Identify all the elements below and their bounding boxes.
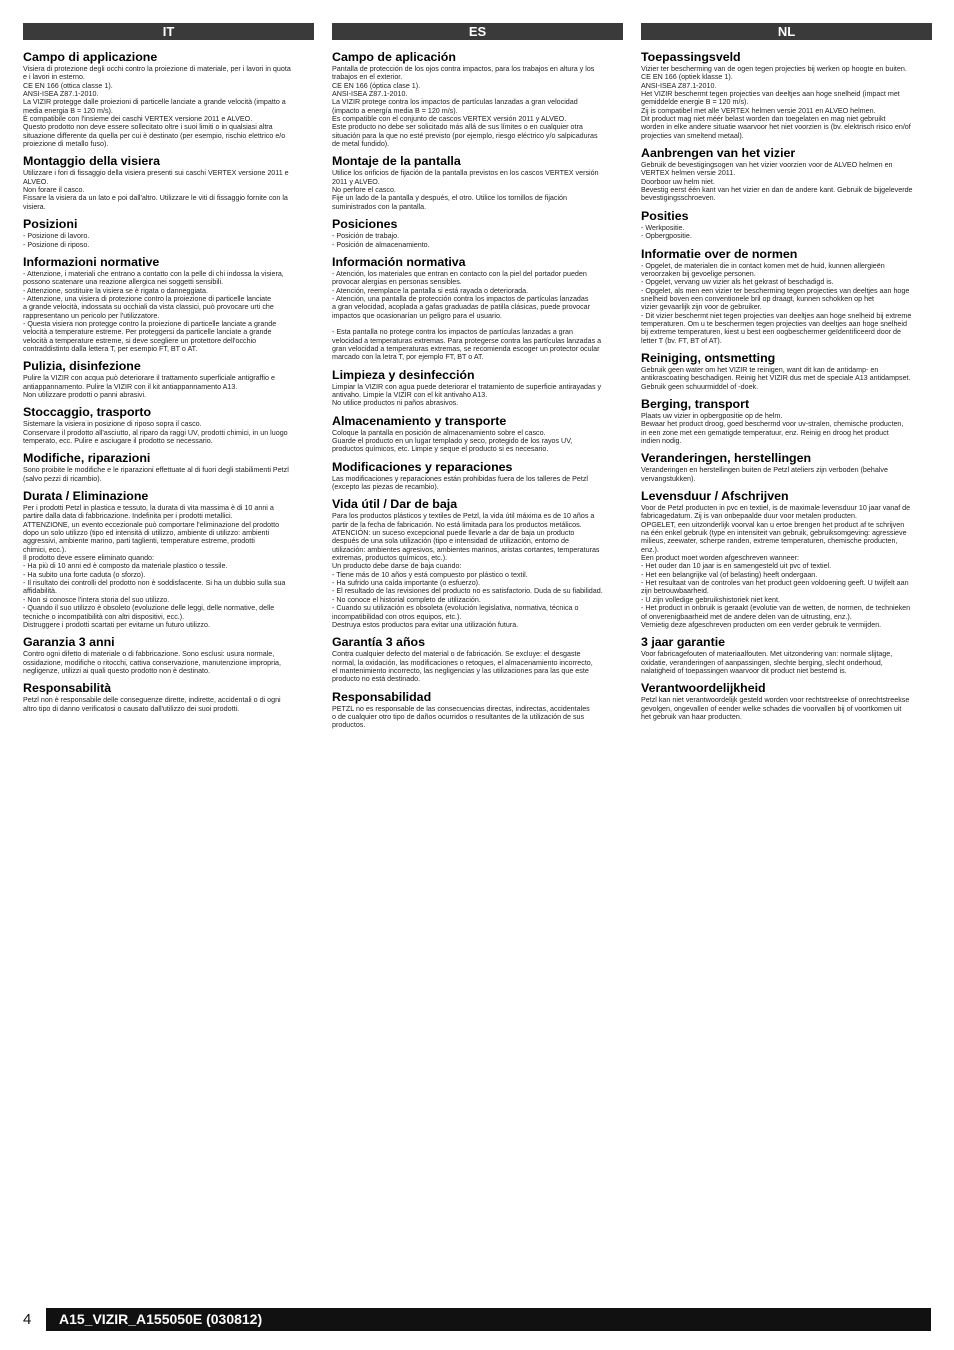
section-heading: Aanbrengen van het vizier (641, 146, 796, 161)
section-body: Sistemare la visiera in posizione di riposo sopra il casco. Conservare il prodotto all'asciutto, al riparo da raggi UV, prodotti chimici, in un luogo temperato, ecc. Pulire e asciugare il prodotto se necessario. (23, 420, 288, 445)
section-body: - Werkpositie. - Opbergpositie. (641, 223, 692, 241)
columns (23, 23, 931, 736)
section-body: Coloque la pantalla en posición de almacenamiento sobre el casco. Guarde el producto en un lugar templado y seco, protegido de los rayos UV, productos químicos, etc. Limpie y seque el producto si es necesario. (332, 428, 573, 454)
section (332, 635, 623, 683)
section-heading: Campo de aplicación (332, 50, 456, 64)
section (23, 217, 314, 249)
section (332, 50, 623, 148)
section-heading: Montaje de la pantalla (332, 154, 461, 169)
section-body: Utilice los orificios de fijación de la pantalla previstos en los cascos VERTEX versión 2011 y ALVEO. No perfore el casco. Fije un lado de la pantalla y después, el otro. Utilice los tornillos de fijación suministrados con la pantalla. (332, 169, 599, 211)
section-body: Petzl kan niet verantwoordelijk gesteld worden voor rechtstreekse of onrechtstreekse gevolgen, ongevallen of eender welke schades die voorvallen bij of voortkomen uit het gebruik van haar producten. (641, 696, 910, 721)
section-body: Pantalla de protección de los ojos contra impactos, para los trabajos en altura y los trabajos en el exterior. CE EN 166 (óptica clase 1). ANSI-ISEA Z87.1-2010. La VIZIR protege contra los impactos de partículas lanzadas a gran velocidad (impacto a energía media B = 120 m/s). Es compatible con el conjunto de cascos VERTEX versión 2011 y ALVEO. Este producto no debe ser solicitado más allá de sus límites o en cualquier otra situación para la que no esté previsto (por ejemplo, riesgo eléctrico y/o salpicaduras de metal fundido). (332, 65, 598, 149)
section-body: Voor fabricagefouten of materiaalfouten. Met uitzondering van: normale slijtage, oxidatie, veranderingen of aanpassingen, slechte berging, slecht onderhoud, nalatigheid of toepassingen waarvoor dit product niet bestemd is. (641, 650, 893, 675)
language-header: ES (332, 23, 623, 40)
section-heading: Garantía 3 años (332, 635, 425, 650)
section (23, 154, 314, 211)
section-heading: Garanzia 3 anni (23, 635, 115, 650)
section-heading: Veranderingen, herstellingen (641, 451, 812, 466)
section-body: Voor de Petzl producten in pvc en textiel, is de maximale levensduur 10 jaar vanaf de fabricagedatum. Zij is van onbepaalde duur voor metalen producten. OPGELET, een uitzonderlijk voorval kan u ertoe brengen het product af te schrijven na één enkel gebruik (type en intensiteit van gebruik, gebruiksomgeving: agressieve milieus, zeewater, scherpe randen, extreme temperaturen, chemische producten, enz.). Een product moet worden afgeschreven wanneer: - Het ouder dan 10 jaar is en samengesteld uit pvc of textiel. - Het een belangrijke val (of belasting) heeft ondergaan. - Het resultaat van de controles van het product geen voldoening geeft. U twijfelt aan zijn betrouwbaarheid. - U zijn volledige gebruikshistoriek niet kent. - Het product in onbruik is geraakt (evolutie van de wetten, de normen, de technieken of onverenigbaarheid met de andere delen van de uitrusting, enz.). Vernietig deze afgeschreven producten om een verder gebruik te vermijden. (641, 504, 911, 629)
section (332, 460, 623, 492)
section (23, 635, 314, 675)
section-body: - Opgelet, de materialen die in contact komen met de huid, kunnen allergieën veroorzaken bij gevoelige personen. - Opgelet, vervang uw vizier als het gekrast of beschadigd is. - Opgelet, als men een vizier ter bescherming tegen projecties van deeltjes aan hoge snelheid boven een conventionele bril op draagt, kunnen schokken op het vizier gevaarlijk zijn voor de gebruiker. - Dit vizier beschermt niet tegen projecties van deeltjes aan hoge snelheid bij extreme temperaturen. Om u te beschermen tegen projecties van deeltjes aan hoge snelheid bij extreme temperaturen, kiest u best een oogbeschermer geïdentificeerd door de letter T (bv. FT, BT of AT). (641, 261, 912, 345)
section (23, 405, 314, 445)
section-body: Contra cualquier defecto del material o de fabricación. Se excluye: el desgaste normal, la oxidación, las modificaciones o retoques, el almacenamiento incorrecto, el mantenimiento incorrecto, las negligencias y las utilizaciones para las que este producto no está destinado. (332, 650, 593, 684)
section (641, 397, 932, 445)
section-body: PETZL no es responsable de las consecuencias directas, indirectas, accidentales o de cualquier otro tipo de daños ocurridos o resultantes de la utilización de sus productos. (332, 704, 590, 730)
section (23, 489, 314, 629)
section-heading: Responsabilidad (332, 689, 432, 704)
language-header: NL (641, 23, 932, 40)
page-number: 4 (23, 1311, 32, 1328)
section (641, 146, 932, 203)
section (641, 209, 932, 241)
section-heading: Pulizia, disinfezione (23, 359, 141, 374)
section-heading: Montaggio della visiera (23, 154, 161, 169)
section-heading: Modifiche, riparazioni (23, 451, 151, 466)
section (641, 50, 932, 140)
section-body: - Atención, los materiales que entran en contacto con la piel del portador pueden provocar alergias en personas sensibles. - Atención, reemplace la pantalla si está rayada o deteriorada. - Atención, una pantalla de protección contra los impactos de partículas lanzadas a gran velocidad, acoplada a gafas graduadas de patilla clásicas, puede provocar impactos que ocasionarían un peligro para el usuario. - Esta pantalla no protege contra los impactos de partículas lanzadas a gran velocidad a temperaturas extremas. Para protegerse contra las partículas lanzadas a gran velocidad a temperaturas extremas, se recomienda escoger un protector ocular marcado con la letra T, por ejemplo FT, BT o AT. (332, 269, 602, 362)
section (641, 451, 932, 483)
column-nl (641, 23, 932, 736)
section (332, 690, 623, 730)
section (23, 255, 314, 353)
section-body: Gebruik de bevestigingsogen van het vizier voorzien voor de ALVEO helmen en VERTEX helmen versie 2011. Doorboor uw helm niet. Bevestig eerst één kant van het vizier en dan de andere kant. Gebruik de bijgeleverde bevestigingsschroeven. (641, 161, 913, 203)
language-header: IT (23, 23, 314, 40)
section-body: - Posizione di lavoro. - Posizione di riposo. (23, 232, 90, 249)
section-heading: Toepassingsveld (641, 50, 741, 64)
section (332, 497, 623, 629)
section (332, 368, 623, 408)
section-heading: Durata / Eliminazione (23, 489, 149, 504)
section-heading: 3 jaar garantie (641, 635, 726, 650)
section (332, 217, 623, 249)
section-heading: Posities (641, 208, 689, 223)
section-heading: Reiniging, ontsmetting (641, 350, 776, 365)
section (23, 681, 314, 713)
section-heading: Almacenamiento y transporte (332, 413, 507, 428)
column-es (332, 23, 623, 736)
section (332, 414, 623, 454)
section (641, 635, 932, 675)
section-heading: Informatie over de normen (641, 246, 798, 261)
section-heading: Berging, transport (641, 396, 750, 411)
column-it (23, 23, 314, 736)
section (641, 247, 932, 345)
page-footer (23, 1308, 931, 1331)
section-heading: Campo di applicazione (23, 50, 158, 64)
section (641, 489, 932, 629)
section-body: Para los productos plásticos y textiles de Petzl, la vida útil máxima es de 10 años a partir de la fecha de fabricación. No está limitada para los productos metálicos. ATENCIÓN: un suceso excepcional puede llevarle a dar de baja un producto después de una sola utilización (tipo e intensidad de utilización, entorno de utilización: ambientes agresivos, ambientes marinos, aristas cortantes, temperaturas extremas, productos químicos, etc.). Un producto debe darse de baja cuando: - Tiene más de 10 años y está compuesto por plástico o textil. - Ha sufrido una caída importante (o esfuerzo). - El resultado de las revisiones del producto no es satisfactorio. Duda de su fiabilidad. - No conoce el historial completo de utilización. - Cuando su utilización es obsoleta (evolución legislativa, normativa, técnica o incompatibilidad con otros equipos, etc.). Destruya estos productos para evitar una utilización futura. (332, 512, 603, 629)
section-heading: Vida útil / Dar de baja (332, 497, 458, 512)
section-heading: Modificaciones y reparaciones (332, 459, 513, 474)
document-code: A15_VIZIR_A155050E (030812) (46, 1308, 931, 1331)
section-body: - Posición de trabajo. - Posición de almacenamiento. (332, 232, 430, 249)
section-body: Limpiar la VIZIR con agua puede deteriorar el tratamiento de superficie antirayadas y antivaho. Limpie la VIZIR con el kit antivaho A13. No utilice productos ni paños abrasivos. (332, 382, 602, 408)
section-body: - Attenzione, i materiali che entrano a contatto con la pelle di chi indossa la visiera, possono scatenare una reazione allergica nei soggetti sensibili. - Attenzione, sostituire la visiera se è rigata o danneggiata. - Attenzione, una visiera di protezione contro la proiezione di particelle lanciate a grande velocità, indossata su occhiali da vista classici, può provocare urti che rappresentano un pericolo per l'utilizzatore. - Questa visiera non protegge contro la proiezione di particelle lanciate a grande velocità a temperature estreme. Per proteggersi da particelle lanciate a grande velocità a temperature estreme, si deve scegliere un protettore dell'occhio contraddistinto dalla lettera T, per esempio FT, BT o AT. (23, 269, 284, 353)
section-heading: Posiciones (332, 217, 398, 232)
section-body: Veranderingen en herstellingen buiten de Petzl ateliers zijn verboden (behalve vervangstukken). (641, 466, 888, 483)
section (23, 359, 314, 399)
section (641, 681, 932, 721)
section-heading: Verantwoordelijkheid (641, 681, 766, 696)
section-body: Per i prodotti Petzl in plastica e tessuto, la durata di vita massima è di 10 anni a partire dalla data di fabbricazione. Indefinita per i prodotti metallici. ATTENZIONE, un evento eccezionale può comportare l'eliminazione del prodotto dopo un solo utilizzo (tipo ed intensità di utilizzo, ambiente di utilizzo: ambienti aggressivi, ambiente marino, parti taglienti, temperature estreme, prodotti chimici, ecc.). Il prodotto deve essere eliminato quando: - Ha più di 10 anni ed è composto da materiale plastico o tessile. - Ha subito una forte caduta (o sforzo). - Il risultato dei controlli del prodotto non è soddisfacente. Si ha un dubbio sulla sua affidabilità. - Non si conosce l'intera storia del suo utilizzo. - Quando il suo utilizzo è obsoleto (evoluzione delle leggi, delle normative, delle tecniche o incompatibilità con altri dispositivi, ecc.). Distruggere i prodotti scartati per evitarne un futuro utilizzo. (23, 504, 286, 629)
section-body: Gebruik geen water om het VIZIR te reinigen, want dit kan de antidamp- en antikrascoating beschadigen. Reinig het VIZIR dus met de speciale A13 antidampset. Gebruik geen schuurmiddel of -doek. (641, 365, 911, 391)
section (23, 451, 314, 483)
section (641, 351, 932, 391)
section-body: Sono proibite le modifiche e le riparazioni effettuate al di fuori degli stabilimenti Petzl (salvo pezzi di ricambio). (23, 466, 289, 483)
section-heading: Responsabilità (23, 681, 112, 696)
section-heading: Posizioni (23, 217, 78, 232)
section-body: Pulire la VIZIR con acqua può deteriorare il trattamento superficiale antigraffio e antiappannamento. Pulire la VIZIR con il kit antiappannamento A13. Non utilizzare prodotti o panni abrasivi. (23, 374, 275, 399)
section-heading: Información normativa (332, 254, 466, 269)
section (332, 255, 623, 362)
section-body: Petzl non è responsabile delle conseguenze dirette, indirette, accidentali o di ogni altro tipo di danno verificatosi o causato dall'utilizzo dei suoi prodotti. (23, 696, 281, 713)
section-body: Visiera di protezione degli occhi contro la proiezione di materiale, per i lavori in quota e i lavori in esterno. CE EN 166 (ottica classe 1). ANSI-ISEA Z87.1-2010. La VIZIR protegge dalle proiezioni di particelle lanciate a grande velocità (impatto a media energia B = 120 m/s). È compatibile con l'insieme dei caschi VERTEX versione 2011 e ALVEO. Questo prodotto non deve essere sollecitato oltre i suoi limiti o in qualsiasi altra situazione differente da quella per cui è destinato (per esempio, rischio elettrico e/o proiezione di metallo fuso). (23, 65, 291, 149)
section-heading: Levensduur / Afschrijven (641, 489, 789, 504)
section-body: Contro ogni difetto di materiale o di fabbricazione. Sono esclusi: usura normale, ossidazione, modifiche o ritocchi, cattiva conservazione, manutenzione impropria, negligenze, utilizzi ai quali questo prodotto non è destinato. (23, 650, 281, 675)
section-body: Plaats uw vizier in opbergpositie op de helm. Bewaar het product droog, goed beschermd voor uv-stralen, chemische producten, in een zone met een gematigde temperatuur, enz. Reinig en droog het product indien nodig. (641, 411, 904, 445)
section-heading: Informazioni normative (23, 254, 160, 269)
section (332, 154, 623, 211)
section-body: Utilizzare i fori di fissaggio della visiera presenti sui caschi VERTEX versione 2011 e ALVEO. Non forare il casco. Fissare la visiera da un lato e poi dall'altro. Utilizzare le viti di fissaggio fornite con la visiera. (23, 169, 289, 211)
section (23, 50, 314, 148)
section-heading: Stoccaggio, trasporto (23, 405, 152, 420)
section-heading: Limpieza y desinfección (332, 367, 475, 382)
section-body: Vizier ter bescherming van de ogen tegen projecties bij werken op hoogte en buiten. CE EN 166 (optiek klasse 1). ANSI-ISEA Z87.1-2010. Het VIZIR beschermt tegen projecties van deeltjes aan hoge snelheid (impact met gemiddelde energie B = 120 m/s). Zij is compatibel met alle VERTEX helmen versie 2011 en ALVEO helmen. Dit product mag niet méér belast worden dan toegelaten en mag niet gebruikt worden in elke andere situatie waarvoor het niet voorzien is (bv. elektrisch risico en/of projecties van smeltend metaal). (641, 65, 911, 140)
section-body: Las modificaciones y reparaciones están prohibidas fuera de los talleres de Petzl (excepto las piezas de recambio). (332, 474, 589, 492)
